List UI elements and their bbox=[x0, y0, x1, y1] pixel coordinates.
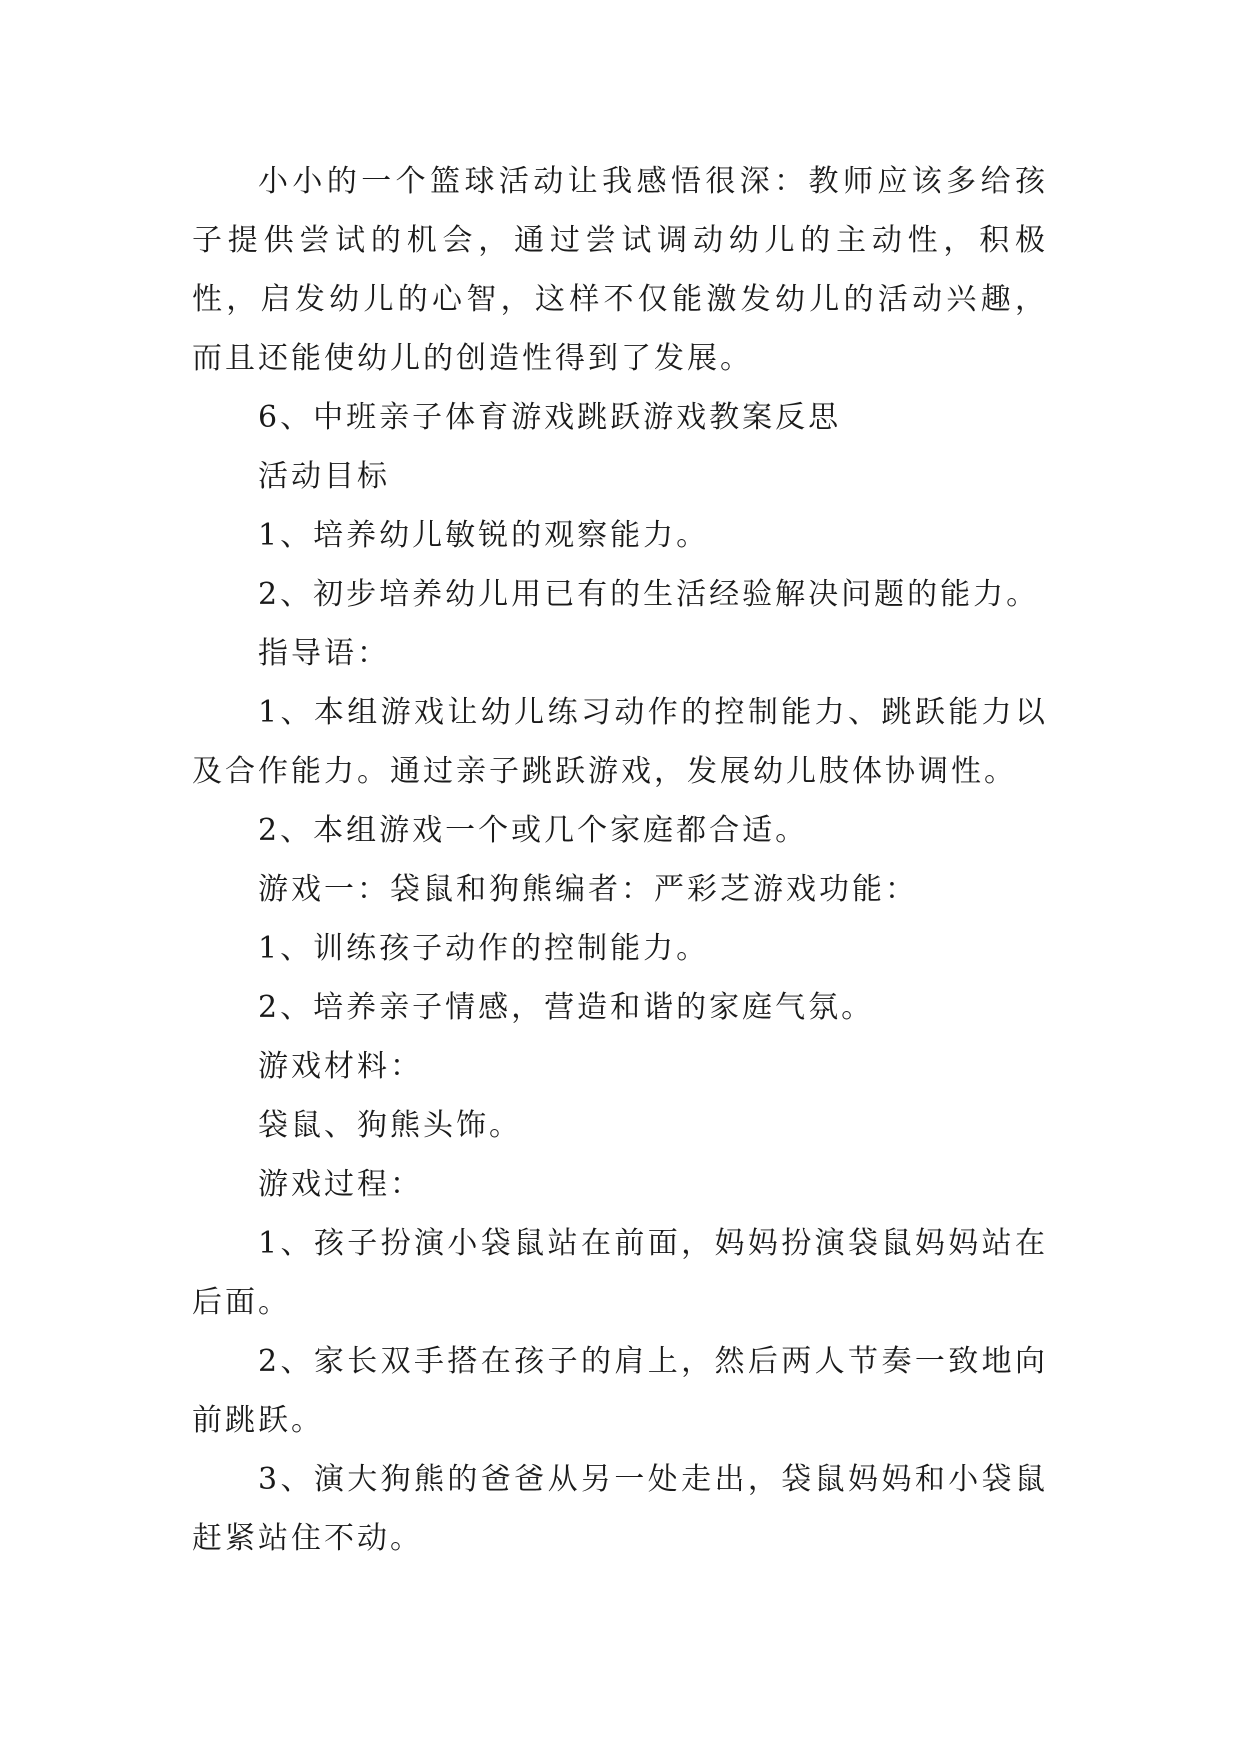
list-item: 2、培养亲子情感，营造和谐的家庭气氛。 bbox=[258, 990, 875, 1025]
subheading-game-one: 游戏一：袋鼠和狗熊编者：严彩芝游戏功能： bbox=[258, 872, 918, 907]
list-item: 1、孩子扮演小袋鼠站在前面，妈妈扮演袋鼠妈妈站在后面。 bbox=[192, 1226, 1048, 1320]
paragraph-materials: 袋鼠、狗熊头饰。 bbox=[258, 1108, 522, 1143]
list-item: 3、演大狗熊的爸爸从另一处走出，袋鼠妈妈和小袋鼠赶紧站住不动。 bbox=[192, 1462, 1048, 1556]
subheading-game-materials: 游戏材料： bbox=[258, 1049, 423, 1084]
list-item: 1、培养幼儿敏锐的观察能力。 bbox=[258, 518, 710, 553]
list-item: 2、初步培养幼儿用已有的生活经验解决问题的能力。 bbox=[258, 577, 1040, 612]
paragraph-reflection: 小小的一个篮球活动让我感悟很深：教师应该多给孩子提供尝试的机会，通过尝试调动幼儿的主动性，积极性，启发幼儿的心智，这样不仅能激发幼儿的活动兴趣，而且还能使幼儿的创造性得到了发展。 bbox=[192, 164, 1048, 376]
subheading-activity-goals: 活动目标 bbox=[258, 459, 390, 494]
list-item: 2、本组游戏一个或几个家庭都合适。 bbox=[258, 813, 809, 848]
subheading-game-process: 游戏过程： bbox=[258, 1167, 423, 1202]
section-heading: 6、中班亲子体育游戏跳跃游戏教案反思 bbox=[258, 400, 842, 435]
document-body bbox=[192, 152, 1048, 1568]
list-item: 2、家长双手搭在孩子的肩上，然后两人节奏一致地向前跳跃。 bbox=[192, 1344, 1048, 1438]
list-item: 1、本组游戏让幼儿练习动作的控制能力、跳跃能力以及合作能力。通过亲子跳跃游戏，发展幼儿肢体协调性。 bbox=[192, 695, 1048, 789]
list-item: 1、训练孩子动作的控制能力。 bbox=[258, 931, 710, 966]
subheading-guidance: 指导语： bbox=[258, 636, 390, 671]
